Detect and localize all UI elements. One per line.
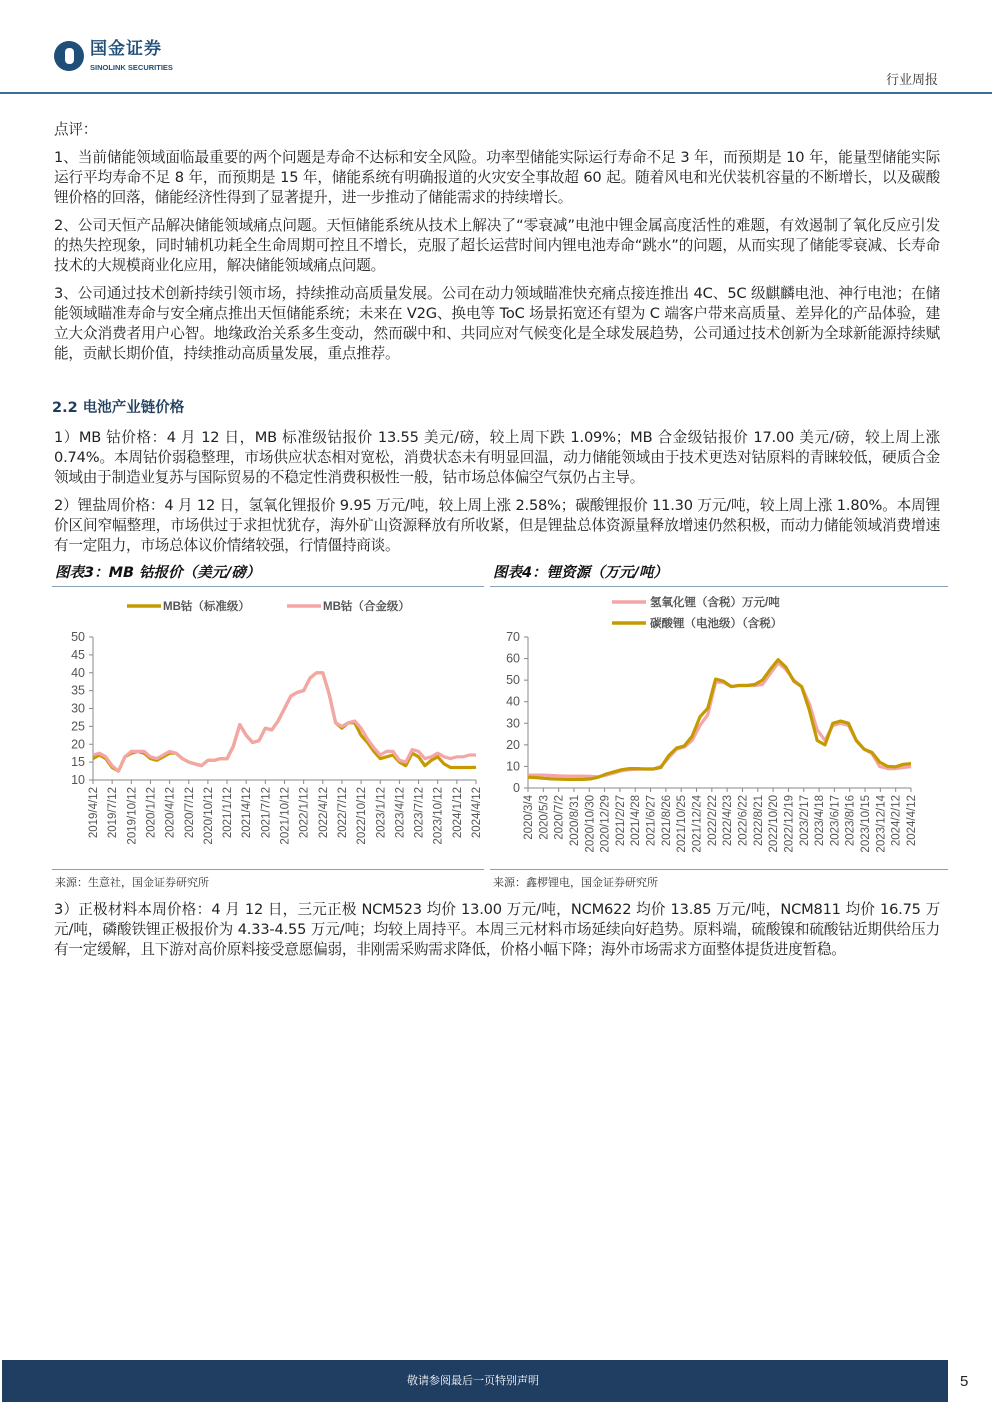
figure-4-bottom-rule (490, 869, 948, 870)
y-tick-label: 70 (506, 630, 520, 644)
x-tick-label: 2023/6/17 (829, 795, 842, 847)
x-tick-label: 2022/4/12 (317, 787, 330, 839)
y-tick-label: 60 (506, 651, 520, 666)
y-tick-label: 35 (71, 683, 85, 698)
y-tick-label: 30 (506, 716, 520, 731)
figure-3-source: 来源：生意社，国金证券研究所 (55, 876, 209, 889)
figure-3 (52, 564, 484, 890)
y-tick-label: 15 (71, 755, 85, 770)
x-tick-label: 2022/1/12 (298, 787, 311, 839)
x-tick-label: 2024/2/12 (890, 795, 903, 847)
x-tick-label: 2022/12/19 (783, 795, 796, 853)
x-tick-label: 2021/7/12 (260, 787, 273, 839)
x-tick-label: 2021/10/25 (676, 795, 689, 853)
x-tick-label: 2023/10/15 (860, 795, 873, 853)
x-tick-label: 2021/12/24 (691, 795, 704, 853)
legend-label-1: 碳酸锂（电池级）（含税） (650, 618, 783, 630)
document-type: 行业周报 (885, 73, 938, 88)
x-tick-label: 2023/10/12 (432, 787, 445, 845)
x-tick-label: 2022/10/12 (356, 787, 369, 845)
x-tick-label: 2019/4/12 (88, 787, 100, 839)
comment-paragraph-1: 1、当前储能领域面临最重要的两个问题是寿命不达标和安全风险。功率型储能实际运行寿命不足 3 年，而预期是 10 年，能量型储能实际运行平均寿命不足 8 年，而预期是 15 年，储能系统有明确报道的火灾安全事故超 60 起。随着风电和光伏装机容量的不断增长，以及碳酸锂价格的回落，储能经济性得到了显著提升，进一步推动了储能需求的持续增长。 (54, 149, 940, 206)
comment-label: 点评： (54, 121, 98, 138)
x-tick-label: 2020/8/31 (568, 795, 581, 847)
y-tick-label: 0 (513, 781, 520, 795)
x-tick-label: 2022/8/21 (752, 795, 765, 847)
page-number: 5 (960, 1373, 969, 1390)
x-tick-label: 2020/10/30 (584, 795, 597, 853)
y-tick-label: 50 (506, 673, 520, 688)
x-tick-label: 2023/8/16 (844, 795, 857, 847)
figure-4-title: 图表4：锂资源（万元/吨） (493, 565, 668, 581)
y-tick-label: 10 (506, 759, 520, 774)
lithium-price-paragraph: 2）锂盐周价格：4 月 12 日，氢氧化锂报价 9.95 万元/吨，较上周上涨 2.58%；碳酸锂报价 11.30 万元/吨，较上周上涨 1.80%。本周锂价区间窄幅整理，市场供过于求担忧犹存，海外矿山资源释放有所收紧，但是锂盐总体资源量释放增速仍然积极，而动力储能领域消费增速有一定阻力，市场总体议价情绪较强，行情僵持商谈。 (54, 497, 940, 554)
x-tick-label: 2021/8/26 (660, 795, 673, 847)
x-tick-label: 2021/4/12 (241, 787, 254, 839)
x-tick-label: 2024/1/12 (451, 787, 464, 839)
x-tick-label: 2021/1/12 (222, 787, 235, 839)
y-tick-label: 40 (506, 694, 520, 709)
x-tick-label: 2022/6/22 (737, 795, 750, 847)
figure-4-source: 来源：鑫椤锂电，国金证券研究所 (493, 876, 658, 889)
cathode-price-paragraph: 3）正极材料本周价格：4 月 12 日，三元正极 NCM523 均价 13.00 万元/吨，NCM622 均价 13.85 万元/吨，NCM811 均价 16.75 万元/吨，磷酸铁锂正极报价为 4.33-4.55 万元/吨；均较上周持平。本周三元材料市场延续向好趋势。原料端，硫酸镍和硫酸钴近期供给压力有一定缓解，且下游对高价原料接受意愿偏弱，非刚需采购需求降低，价格小幅下降；海外市场需求方面整体提货进度暂稳。 (54, 901, 940, 958)
x-tick-label: 2020/12/29 (599, 795, 612, 853)
x-tick-label: 2023/4/18 (814, 795, 827, 847)
x-tick-label: 2019/10/12 (126, 787, 139, 845)
x-tick-label: 2023/4/12 (394, 787, 407, 839)
x-tick-label: 2022/4/23 (722, 795, 735, 847)
x-tick-label: 2020/1/12 (145, 787, 158, 839)
cobalt-price-paragraph: 1）MB 钴价格：4 月 12 日，MB 标准级钴报价 13.55 美元/磅，较上周下跌 1.09%；MB 合金级钴报价 17.00 美元/磅，较上周上涨 0.74%。本周钴价弱稳整理，市场供应状态相对宽松，消费状态未有明显回温，动力储能领域由于技术更迭对钴原料的青睐较低，硬质合金领域由于制造业复苏与国际贸易的不稳定性消费积极性一般，钴市场总体偏空气氛仍占主导。 (54, 429, 940, 486)
legend-label-1: MB钴（合金级） (323, 601, 410, 613)
header-divider (0, 92, 992, 94)
legend-label-0: 氢氧化锂（含税）万元/吨 (650, 597, 780, 609)
figure-3-title: 图表3：MB 钴报价（美元/磅） (55, 565, 261, 581)
x-tick-label: 2021/2/27 (614, 795, 627, 847)
logo-text-cn: 国金证券 (90, 39, 162, 59)
y-tick-label: 40 (71, 665, 85, 680)
x-tick-label: 2022/2/22 (706, 795, 719, 847)
x-tick-label: 2020/7/12 (183, 787, 196, 839)
y-tick-label: 50 (71, 630, 85, 644)
x-tick-label: 2019/7/12 (107, 787, 120, 839)
legend-label-0: MB钴（标准级） (163, 601, 250, 613)
x-tick-label: 2020/7/2 (553, 795, 566, 840)
figures-row (52, 564, 948, 890)
x-tick-label: 2020/5/3 (538, 795, 551, 840)
x-tick-label: 2021/6/27 (645, 795, 658, 847)
report-body (54, 120, 940, 968)
y-tick-label: 25 (71, 719, 85, 734)
series-line-1 (528, 660, 911, 780)
comment-paragraph-3: 3、公司通过技术创新持续引领市场，持续推动高质量发展。公司在动力领域瞄准快充痛点接连推出 4C、5C 级麒麟电池、神行电池；在储能领域瞄准寿命与安全痛点推出天恒储能系统；未来在 V2G、换电等 ToC 场景拓宽还有望为 C 端客户带来高质量、差异化的产品体验，建立大众消费者用户心智。地缘政治关系多生变动，然而碳中和、共同应对气候变化是全球发展趋势，公司通过技术创新为全球新能源持续赋能，贡献长期价值，持续推动高质量发展，重点推荐。 (54, 285, 940, 362)
y-tick-label: 10 (71, 773, 85, 787)
x-tick-label: 2020/3/4 (523, 795, 535, 840)
x-tick-label: 2022/7/12 (336, 787, 349, 839)
x-tick-label: 2024/4/12 (906, 795, 918, 847)
figure-3-bottom-rule (52, 869, 484, 870)
x-tick-label: 2020/10/12 (202, 787, 215, 845)
x-tick-label: 2021/10/12 (279, 787, 292, 845)
comment-paragraph-2: 2、公司天恒产品解决储能领域痛点问题。天恒储能系统从技术上解决了“零衰减”电池中锂金属高度活性的难题，有效遏制了氧化反应引发的热失控现象，同时辅机功耗全生命周期可控且不增长，克服了超长运营时间内锂电池寿命“跳水”的问题，从而实现了储能零衰减、长寿命技术的大规模商业化应用，解决储能领域痛点问题。 (54, 217, 940, 274)
section-heading: 2.2 电池产业链价格 (52, 400, 185, 416)
x-tick-label: 2021/4/28 (630, 795, 643, 847)
lithium-price-chart (490, 587, 948, 869)
x-tick-label: 2023/12/14 (875, 795, 888, 853)
y-tick-label: 20 (506, 737, 520, 752)
sinolink-logo-icon (54, 41, 84, 71)
cobalt-price-chart (52, 587, 484, 869)
x-tick-label: 2023/7/12 (413, 787, 426, 839)
y-tick-label: 20 (71, 737, 85, 752)
logo-text-en: SINOLINK SECURITIES (90, 63, 173, 72)
x-tick-label: 2023/1/12 (375, 787, 388, 839)
y-tick-label: 30 (71, 701, 85, 716)
x-tick-label: 2020/4/12 (164, 787, 177, 839)
x-tick-label: 2023/2/17 (798, 795, 811, 847)
figure-4 (490, 564, 948, 890)
footer-disclaimer: 敬请参阅最后一页特别声明 (407, 1374, 539, 1387)
y-tick-label: 45 (71, 647, 85, 662)
x-tick-label: 2022/10/20 (768, 795, 781, 853)
x-tick-label: 2024/4/12 (471, 787, 483, 839)
